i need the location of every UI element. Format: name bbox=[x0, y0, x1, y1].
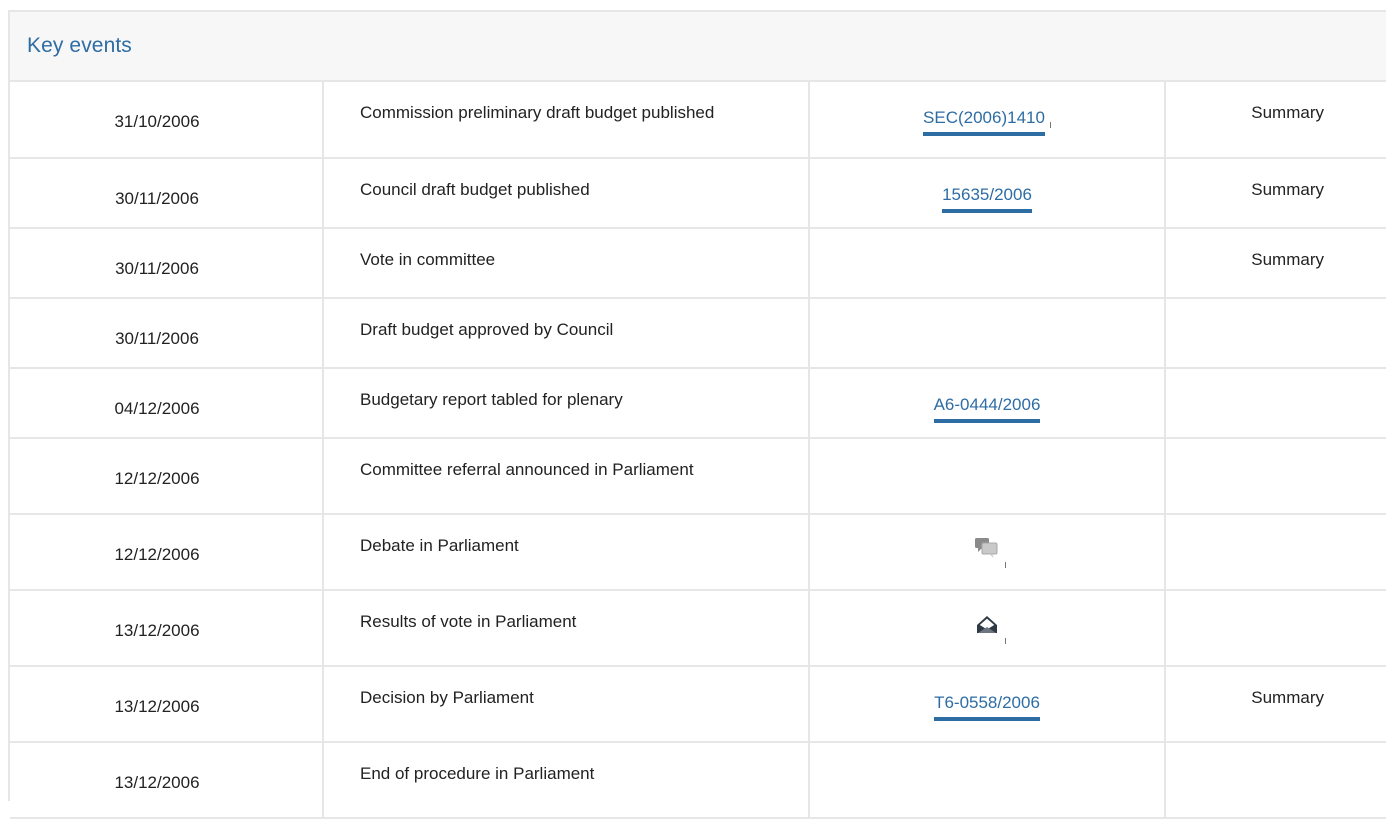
debate-icon-graphic bbox=[974, 536, 1000, 560]
table-row bbox=[10, 228, 1386, 298]
event-date: 12/12/2006 bbox=[10, 438, 323, 514]
panel-title: Key events bbox=[27, 34, 132, 57]
summary-cell bbox=[1165, 438, 1386, 514]
event-description: Results of vote in Parliament bbox=[323, 590, 809, 666]
event-date: 30/11/2006 bbox=[10, 158, 323, 228]
event-date: 13/12/2006 bbox=[10, 590, 323, 666]
event-date: 31/10/2006 bbox=[10, 82, 323, 158]
link-marker bbox=[1050, 122, 1051, 128]
panel-header bbox=[10, 12, 1386, 82]
table-row bbox=[10, 742, 1386, 818]
summary-cell bbox=[1165, 514, 1386, 590]
table-row bbox=[10, 158, 1386, 228]
document-cell bbox=[809, 82, 1165, 158]
event-date: 13/12/2006 bbox=[10, 666, 323, 742]
vote-results-icon-graphic bbox=[974, 612, 1000, 636]
table-row bbox=[10, 514, 1386, 590]
summary-link[interactable]: Summary bbox=[1165, 666, 1386, 742]
event-description: Debate in Parliament bbox=[323, 514, 809, 590]
document-link[interactable]: SEC(2006)1410 bbox=[923, 105, 1045, 136]
key-events-table bbox=[10, 82, 1386, 819]
document-cell bbox=[809, 228, 1165, 298]
event-description: Commission preliminary draft budget published bbox=[323, 82, 809, 158]
table-row bbox=[10, 438, 1386, 514]
vote-results-icon[interactable] bbox=[974, 612, 1000, 636]
event-description: Council draft budget published bbox=[323, 158, 809, 228]
summary-link[interactable]: Summary bbox=[1165, 228, 1386, 298]
summary-cell bbox=[1165, 590, 1386, 666]
event-description: Draft budget approved by Council bbox=[323, 298, 809, 368]
summary-cell bbox=[1165, 298, 1386, 368]
document-cell bbox=[809, 298, 1165, 368]
event-description: Budgetary report tabled for plenary bbox=[323, 368, 809, 438]
icon-marker bbox=[1005, 562, 1006, 568]
document-link[interactable]: T6-0558/2006 bbox=[934, 690, 1040, 721]
document-cell bbox=[809, 158, 1165, 228]
document-cell bbox=[809, 514, 1165, 590]
document-cell bbox=[809, 438, 1165, 514]
table-row bbox=[10, 82, 1386, 158]
document-cell bbox=[809, 742, 1165, 818]
event-date: 12/12/2006 bbox=[10, 514, 323, 590]
key-events-panel bbox=[8, 10, 1386, 801]
event-description: Decision by Parliament bbox=[323, 666, 809, 742]
summary-cell bbox=[1165, 368, 1386, 438]
event-description: Committee referral announced in Parliament bbox=[323, 438, 809, 514]
document-cell bbox=[809, 666, 1165, 742]
summary-link[interactable]: Summary bbox=[1165, 158, 1386, 228]
event-date: 30/11/2006 bbox=[10, 228, 323, 298]
table-row bbox=[10, 368, 1386, 438]
icon-marker bbox=[1005, 638, 1006, 644]
summary-cell bbox=[1165, 742, 1386, 818]
document-cell bbox=[809, 590, 1165, 666]
event-date: 13/12/2006 bbox=[10, 742, 323, 818]
event-description: Vote in committee bbox=[323, 228, 809, 298]
document-cell bbox=[809, 368, 1165, 438]
table-row bbox=[10, 298, 1386, 368]
event-date: 04/12/2006 bbox=[10, 368, 323, 438]
table-row bbox=[10, 666, 1386, 742]
summary-link[interactable]: Summary bbox=[1165, 82, 1386, 158]
event-date: 30/11/2006 bbox=[10, 298, 323, 368]
debate-icon[interactable] bbox=[974, 536, 1000, 560]
document-link[interactable]: 15635/2006 bbox=[942, 182, 1032, 213]
document-link[interactable]: A6-0444/2006 bbox=[934, 392, 1041, 423]
table-row bbox=[10, 590, 1386, 666]
event-description: End of procedure in Parliament bbox=[323, 742, 809, 818]
